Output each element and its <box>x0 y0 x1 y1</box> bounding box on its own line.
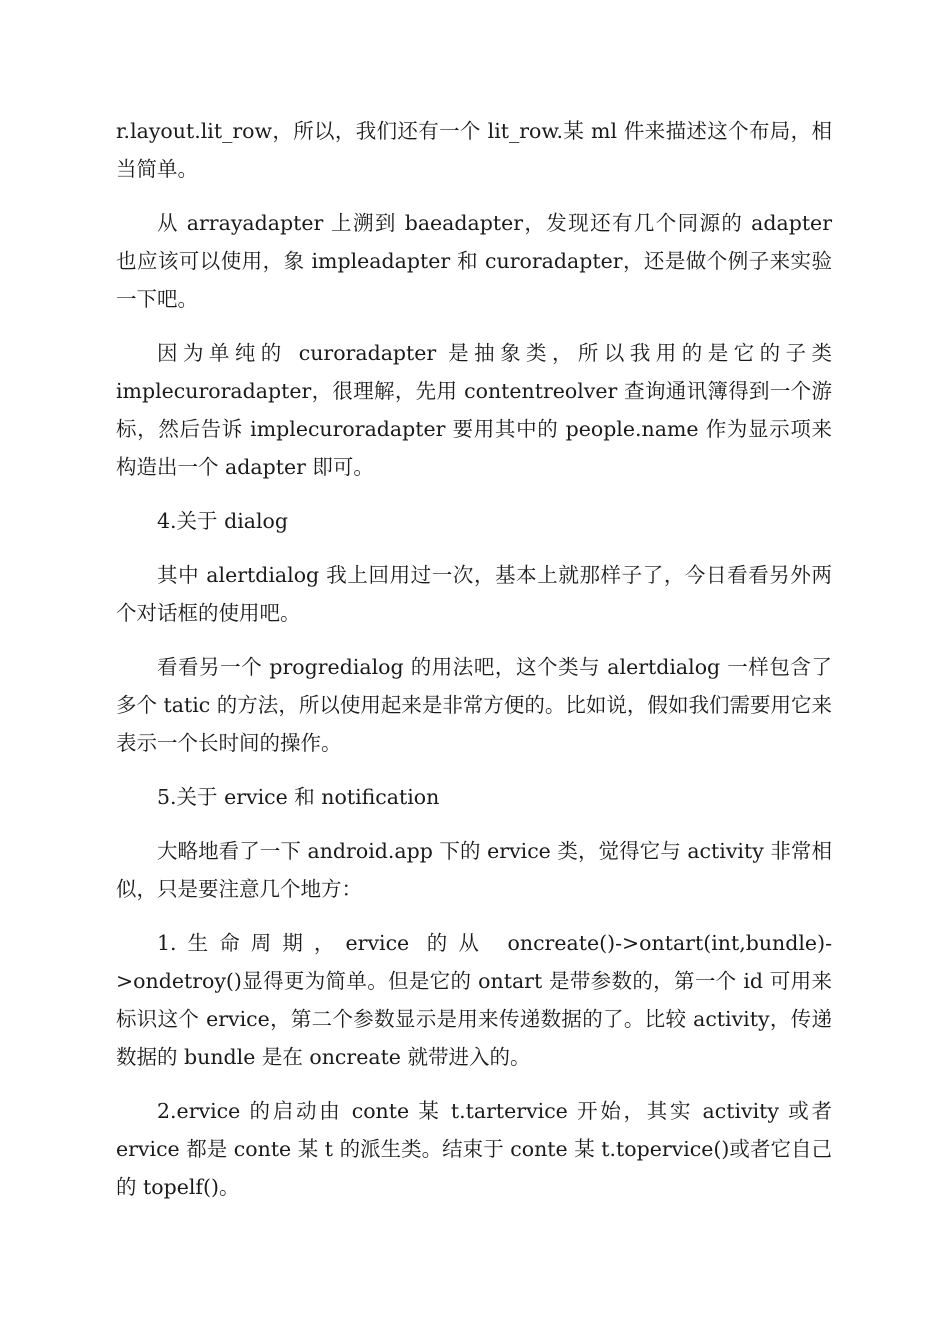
document-body <box>116 112 832 1222</box>
paragraph-service-overview: 大略地看了一下 android.app 下的 ervice 类，觉得它与 activity 非常相似，只是要注意几个地方： <box>116 839 832 901</box>
paragraph-progredialog: 看看另一个 progredialog 的用法吧，这个类与 alertdialog 一样包含了多个 tatic 的方法，所以使用起来是非常方便的。比如说，假如我们需要用它来表示一个长时间的操作。 <box>116 655 832 755</box>
section-heading-dialog: 4.关于 dialog <box>157 509 288 533</box>
paragraph-lifecycle: 1.生命周期，ervice 的从 oncreate()->ontart(int,bundle)->ondetroy()显得更为简单。但是它的 ontart 是带参数的，第一个 id 可用来标识这个 ervice，第二个参数显示是用来传递数据的了。比较 activity，传递数据的 bundle 是在 oncreate 就带进入的。 <box>116 931 832 1069</box>
paragraph-service-start: 2.ervice 的启动由 conte 某 t.tartervice 开始，其实 activity 或者 ervice 都是 conte 某 t 的派生类。结束于 conte 某 t.topervice()或者它自己的 topelf()。 <box>116 1099 832 1199</box>
paragraph-alertdialog: 其中 alertdialog 我上回用过一次，基本上就那样子了，今日看看另外两个对话框的使用吧。 <box>116 563 832 625</box>
section-heading-service: 5.关于 ervice 和 notification <box>157 785 440 809</box>
paragraph-curoradapter: 因为单纯的 curoradapter 是抽象类，所以我用的是它的子类 implecuroradapter，很理解，先用 contentreolver 查询通讯簿得到一个游标，然后告诉 implecuroradapter 要用其中的 people.name 作为显示项来构造出一个 adapter 即可。 <box>116 341 832 479</box>
paragraph-layout-continuation: r.layout.lit_row，所以，我们还有一个 lit_row.某 ml 件来描述这个布局，相当简单。 <box>116 119 832 181</box>
paragraph-arrayadapter: 从 arrayadapter 上溯到 baeadapter，发现还有几个同源的 adapter 也应该可以使用，象 impleadapter 和 curoradapter，还是做个例子来实验一下吧。 <box>116 211 832 311</box>
